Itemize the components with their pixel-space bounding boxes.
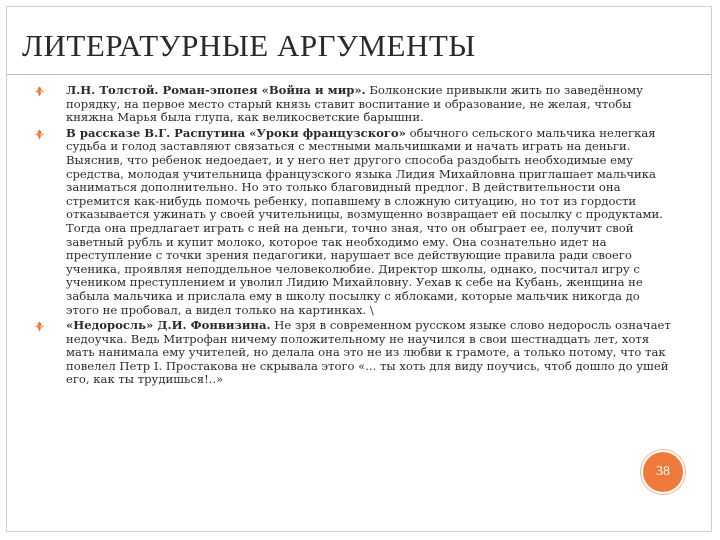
page-number-badge (643, 452, 683, 492)
fleuron-icon (34, 129, 45, 140)
item-lead: «Недоросль» Д.И. Фонвизина. (66, 318, 271, 333)
title-divider (7, 74, 711, 75)
list-item (24, 319, 676, 387)
fleuron-icon (34, 86, 45, 97)
item-text: обычного сельского мальчика нелегкая судьба и голод заставляют связаться с местными мальчишками и начать играть на деньги. Выяснив, что ребенок недоедает, и у него нет другого способа раздобыть необходимые ему средства, молодая учительница французского языка Лидия Михайловна приглашает мальчика заниматься дополнительно. Но это только благовидный предлог. В действительности она стремится как-нибудь помочь ребенку, попавшему в сложную ситуацию, но тот из гордости отказывается ужинать у своей учительницы, возмущенно возвращает ей посылку с продуктами. Тогда она предлагает играть с ней на деньги, точно зная, что он обыграет ее, получит свой заветный рубль и купит молоко, которое так необходимо ему. Она сознательно идет на преступление с точки зрения педагогики, нарушает все действующие правила ради своего ученика, проявляя неподдельное человеколюбие. Директор школы, однако, посчитал игру с учеником преступлением и уволил Лидию Михайловну. Уехав к себе на Кубань, женщина не забыла мальчика и прислала ему в школу посылку с яблоками, которые мальчик никогда до этого не пробовал, а видел только на картинках. \ (66, 125, 663, 317)
list-item (24, 84, 676, 125)
item-lead: Л.Н. Толстой. Роман-эпопея «Война и мир». (66, 83, 366, 97)
item-lead: В рассказе В.Г. Распутина «Уроки французского» (66, 125, 406, 140)
list-item (24, 127, 676, 317)
slide-title: ЛИТЕРАТУРНЫЕ АРГУМЕНТЫ (22, 28, 476, 63)
fleuron-icon (34, 321, 45, 332)
item-text: Не зря в современном русском языке слово недоросль означает недоучка. Ведь Митрофан ничему положительному не научился в свои шестнадцать лет, хотя мать нанимала ему учителей, но делала она это не из любви к грамоте, а только потому, что так повелел Петр I. Простакова не скрывала этого «... ты хоть для виду поучись, чтоб дошло до ушей его, как ты трудишься!..» (66, 318, 671, 387)
bullet-list (24, 84, 676, 387)
item-text: Болконские привыкли жить по заведённому порядку, на первое место старый князь ставит воспитание и образование, не желая, чтобы княжна Марья была глупа, как великосветские барышни. (66, 83, 643, 125)
page-number: 38 (656, 464, 670, 479)
